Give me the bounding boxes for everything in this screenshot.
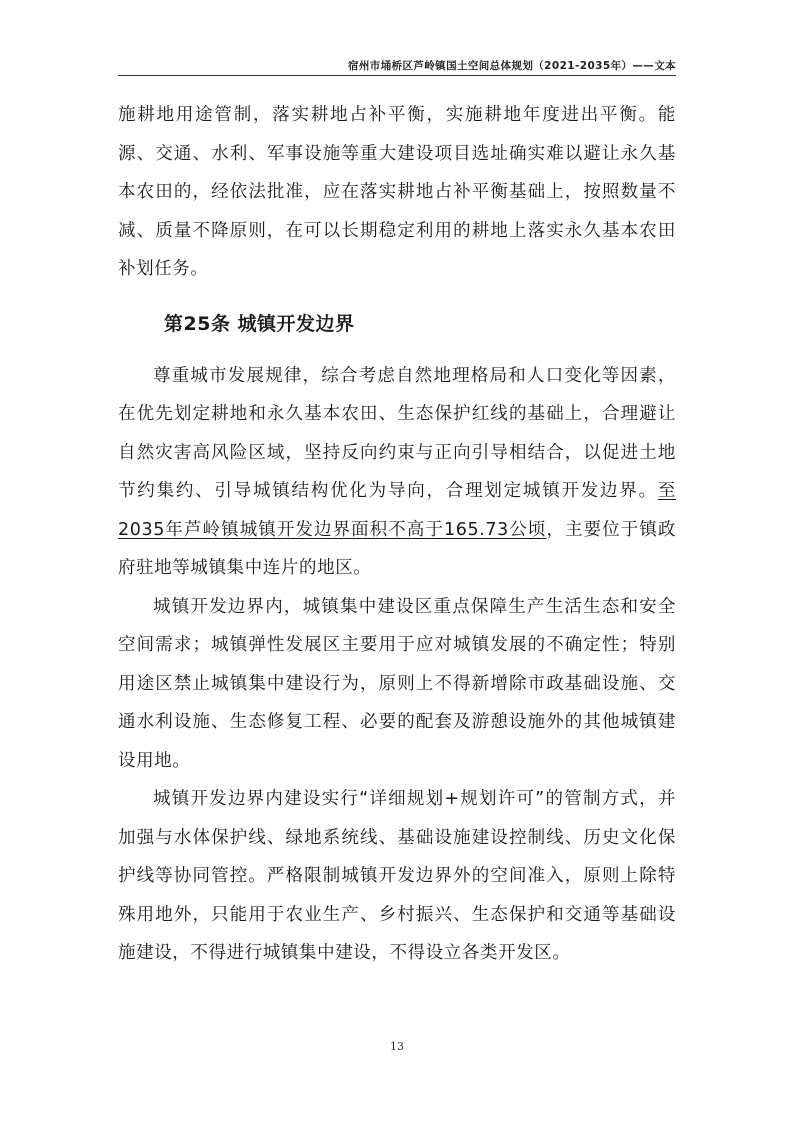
paragraph-text-tail: ，主要位于镇政府驻地等城镇集中连片的地区。 [118, 519, 677, 578]
underlined-target-text: 至2035年芦岭镇城镇开发边界面积不高于165.73公顷 [118, 481, 676, 540]
running-header: 宿州市埇桥区芦岭镇国土空间总体规划（2021-2035年）——文本 [347, 60, 676, 72]
paragraph-control-method: 城镇开发边界内建设实行“详细规划+规划许可”的管制方式，并加强与水体保护线、绿地系统线、基础设施建设控制线、历史文化保护线等协同管控。严格限制城镇开发边界外的空间准入，原则上除特殊用地外，只能用于农业生产、乡村振兴、生态保护和交通等基础设施建设，不得进行城镇集中建设，不得设立各类开发区。 [118, 789, 676, 963]
header-rule [118, 75, 676, 76]
paragraph-continued: 施耕地用途管制，落实耕地占补平衡，实施耕地年度进出平衡。能源、交通、水利、军事设施等重大建设项目选址确实难以避让永久基本农田的，经依法批准，应在落实耕地占补平衡基础上，按照数量不减、质量不降原则，在可以长期稳定利用的耕地上落实永久基本农田补划任务。 [118, 105, 676, 279]
section-heading: 第25条 城镇开发边界 [164, 312, 355, 335]
paragraph-zoning-rules: 城镇开发边界内，城镇集中建设区重点保障生产生活生态和安全空间需求；城镇弹性发展区主要用于应对城镇发展的不确定性；特别用途区禁止城镇集中建设行为，原则上不得新增除市政基础设施、交通水利设施、生态修复工程、必要的配套及游憩设施外的其他城镇建设用地。 [118, 596, 676, 771]
paragraph-boundary-principle [118, 357, 676, 588]
paragraph-text: 尊重城市发展规律，综合考虑自然地理格局和人口变化等因素，在优先划定耕地和永久基本农田、生态保护红线的基础上，合理避让自然灾害高风险区域，坚持反向约束与正向引导相结合，以促进土地节约集约、引导城镇结构优化为导向，合理划定城镇开发边界。 [118, 365, 676, 501]
page-number: 13 [390, 1040, 404, 1053]
document-body [118, 96, 676, 973]
